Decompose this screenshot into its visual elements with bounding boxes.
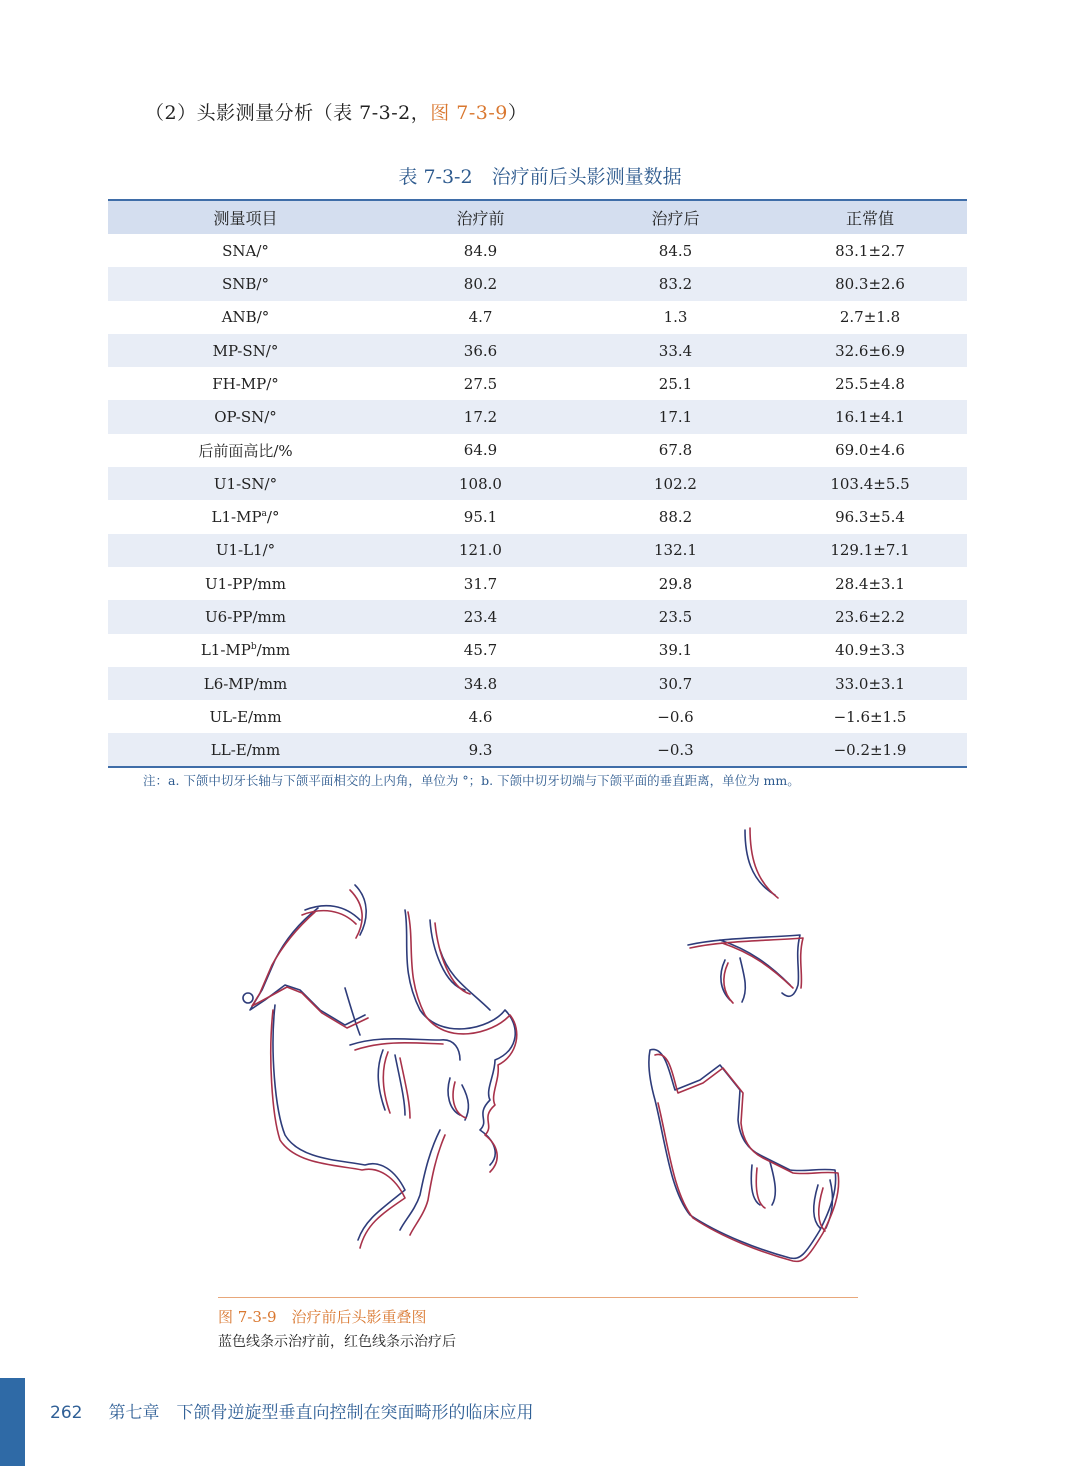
before-value-cell: 121.0 — [459, 541, 502, 560]
normal-value-cell: 69.0±4.6 — [835, 441, 905, 460]
before-value-cell: 4.7 — [468, 308, 493, 327]
before-value-cell: 23.4 — [463, 607, 498, 626]
after-value-cell: 83.2 — [658, 274, 693, 293]
normal-value-cell: 28.4±3.1 — [835, 574, 905, 593]
cephalometric-table — [108, 199, 967, 768]
measurement-item-cell: ANB/° — [221, 308, 270, 327]
after-value-cell: 30.7 — [658, 674, 693, 693]
table-row — [108, 667, 967, 700]
measurement-item-cell: L6-MP/mm — [203, 674, 288, 693]
normal-value-cell: 103.4±5.5 — [830, 474, 910, 493]
after-value-cell: 1.3 — [663, 308, 688, 327]
figure-caption-rule — [218, 1297, 858, 1298]
after-value-cell: −0.3 — [578, 733, 773, 766]
page-number: 262 — [50, 1403, 83, 1423]
table-row — [108, 600, 967, 633]
table-row — [108, 334, 967, 367]
measurement-item-cell: $L1-MP^b/mm$ — [200, 641, 291, 660]
after-value-cell: 102.2 — [654, 474, 697, 493]
normal-value-cell: 16.1±4.1 — [835, 408, 905, 427]
figure-caption: 图 7-3-9 治疗前后头影重叠图 — [218, 1308, 427, 1326]
normal-value-cell: −1.6±1.5 — [833, 707, 907, 726]
before-value-cell: 95.1 — [463, 508, 498, 527]
right-tracing-after — [655, 828, 839, 1261]
before-value-cell: 36.6 — [463, 341, 498, 360]
measurement-item-cell: SNA/° — [222, 241, 269, 260]
after-value-cell: 132.1 — [654, 541, 697, 560]
before-value-cell: 31.7 — [463, 574, 498, 593]
measurement-item-cell: LL-E/mm — [108, 733, 383, 766]
after-value-cell: −0.6 — [657, 707, 694, 726]
before-value-cell: 80.2 — [463, 274, 498, 293]
measurement-item-cell: UL-E/mm — [209, 707, 282, 726]
measurement-item-cell: U1-PP/mm — [205, 574, 286, 593]
normal-value-cell: 80.3±2.6 — [835, 274, 905, 293]
after-value-cell: 88.2 — [658, 508, 693, 527]
table-row — [108, 400, 967, 433]
measurement-item-cell: MP-SN/° — [212, 341, 279, 360]
before-value-cell: 34.8 — [463, 674, 498, 693]
normal-value-cell: 129.1±7.1 — [830, 541, 910, 560]
page-edge-bar — [0, 1378, 25, 1466]
table-header-row — [108, 200, 967, 234]
measurement-item-cell: 后前面高比/% — [198, 441, 293, 460]
table-row — [108, 500, 967, 533]
measurement-item-cell: $L1-MP^a/^\circ$ — [211, 508, 280, 527]
normal-value-cell: 96.3±5.4 — [835, 508, 905, 527]
column-header: 治疗后 — [578, 200, 773, 234]
after-value-cell: 33.4 — [658, 341, 693, 360]
left-tracing-before — [243, 885, 515, 1240]
after-value-cell: 39.1 — [658, 641, 693, 660]
before-value-cell: 4.6 — [468, 707, 493, 726]
measurement-item-cell: U6-PP/mm — [205, 607, 286, 626]
after-value-cell: 67.8 — [658, 441, 693, 460]
table-row — [108, 234, 967, 267]
after-value-cell: 25.1 — [658, 374, 693, 393]
table-row — [108, 267, 967, 300]
before-value-cell: 45.7 — [463, 641, 498, 660]
after-value-cell: 17.1 — [658, 408, 693, 427]
table-row — [108, 534, 967, 567]
normal-value-cell: 25.5±4.8 — [835, 374, 905, 393]
left-tracing-after — [252, 890, 517, 1248]
normal-value-cell: −0.2±1.9 — [773, 733, 967, 766]
measurement-item-cell: OP-SN/° — [214, 408, 277, 427]
cephalometric-superimposition-figure — [0, 810, 1080, 1290]
after-value-cell: 23.5 — [658, 607, 693, 626]
table-row — [108, 700, 967, 733]
before-value-cell: 27.5 — [463, 374, 498, 393]
column-header: 正常值 — [773, 200, 967, 234]
before-value-cell: 17.2 — [463, 408, 498, 427]
normal-value-cell: 33.0±3.1 — [835, 674, 905, 693]
before-value-cell: 84.9 — [463, 241, 498, 260]
table-note: 注：a. 下颌中切牙长轴与下颌平面相交的上内角，单位为 °；b. 下颌中切牙切端与下颌平面的垂直距离，单位为 mm。 — [143, 773, 800, 788]
before-value-cell: 108.0 — [459, 474, 502, 493]
after-value-cell: 84.5 — [658, 241, 693, 260]
page-footer — [50, 1398, 533, 1423]
before-value-cell: 9.3 — [383, 733, 578, 766]
before-value-cell: 64.9 — [463, 441, 498, 460]
table-row — [108, 733, 967, 766]
figure-reference-link[interactable]: 图 7-3-9 — [430, 102, 508, 124]
normal-value-cell: 23.6±2.2 — [835, 607, 905, 626]
table-row — [108, 434, 967, 467]
normal-value-cell: 40.9±3.3 — [835, 641, 905, 660]
section-heading: （2）头影测量分析（表 7-3-2，图 7-3-9） — [145, 102, 528, 124]
table-row — [108, 567, 967, 600]
after-value-cell: 29.8 — [658, 574, 693, 593]
measurement-item-cell: U1-SN/° — [213, 474, 278, 493]
normal-value-cell: 83.1±2.7 — [835, 241, 905, 260]
measurement-item-cell: SNB/° — [222, 274, 269, 293]
right-tracing-before — [649, 830, 836, 1258]
normal-value-cell: 32.6±6.9 — [835, 341, 905, 360]
measurement-item-cell: FH-MP/° — [212, 374, 279, 393]
table-row — [108, 367, 967, 400]
table-caption: 表 7-3-2 治疗前后头影测量数据 — [398, 166, 682, 188]
figure-subcaption: 蓝色线条示治疗前，红色线条示治疗后 — [218, 1334, 456, 1350]
column-header: 测量项目 — [108, 200, 383, 234]
normal-value-cell: 2.7±1.8 — [839, 308, 901, 327]
table-row — [108, 467, 967, 500]
column-header: 治疗前 — [383, 200, 578, 234]
measurement-item-cell: U1-L1/° — [215, 541, 276, 560]
table-row — [108, 634, 967, 667]
table-row — [108, 301, 967, 334]
chapter-title: 第七章 下颌骨逆旋型垂直向控制在突面畸形的临床应用 — [108, 1403, 534, 1423]
